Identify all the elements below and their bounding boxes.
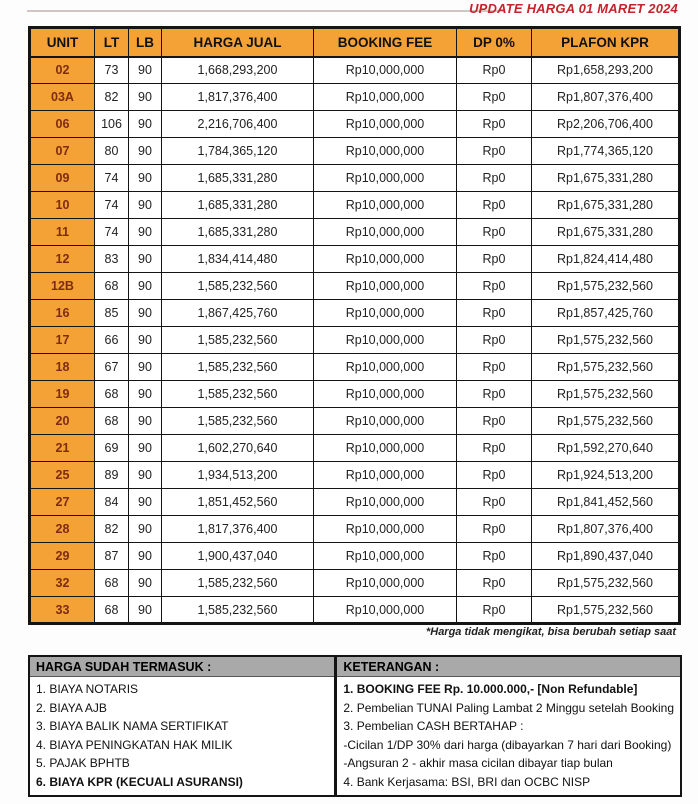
table-row bbox=[30, 57, 680, 84]
value-cell: 85 bbox=[95, 300, 129, 327]
value-cell: Rp1,841,452,560 bbox=[532, 489, 680, 516]
value-cell: 1,685,331,280 bbox=[162, 192, 314, 219]
unit-cell: 28 bbox=[30, 516, 95, 543]
unit-cell: 12B bbox=[30, 273, 95, 300]
value-cell: 1,668,293,200 bbox=[162, 57, 314, 84]
value-cell: 1,585,232,560 bbox=[162, 327, 314, 354]
value-cell: 67 bbox=[95, 354, 129, 381]
value-cell: Rp0 bbox=[457, 219, 532, 246]
value-cell: 90 bbox=[129, 597, 162, 624]
value-cell: 83 bbox=[95, 246, 129, 273]
list-item: 1. BOOKING FEE Rp. 10.000.000,- [Non Refundable] bbox=[343, 682, 638, 696]
value-cell: 1,685,331,280 bbox=[162, 219, 314, 246]
value-cell: Rp10,000,000 bbox=[314, 435, 457, 462]
unit-cell: 09 bbox=[30, 165, 95, 192]
value-cell: 106 bbox=[95, 111, 129, 138]
unit-cell: 17 bbox=[30, 327, 95, 354]
value-cell: 1,817,376,400 bbox=[162, 516, 314, 543]
value-cell: Rp0 bbox=[457, 300, 532, 327]
column-header: LB bbox=[129, 28, 162, 57]
value-cell: Rp1,890,437,040 bbox=[532, 543, 680, 570]
list-item: -Cicilan 1/DP 30% dari harga (dibayarkan 7 hari dari Booking) bbox=[343, 737, 672, 752]
list-item: 6. BIAYA KPR (KECUALI ASURANSI) bbox=[36, 774, 243, 789]
value-cell: 90 bbox=[129, 489, 162, 516]
value-cell: Rp0 bbox=[457, 273, 532, 300]
value-cell: Rp1,924,513,200 bbox=[532, 462, 680, 489]
table-row bbox=[30, 219, 680, 246]
value-cell: 1,585,232,560 bbox=[162, 597, 314, 624]
terms-title: KETERANGAN : bbox=[337, 657, 680, 677]
info-boxes bbox=[28, 655, 682, 797]
value-cell: Rp10,000,000 bbox=[314, 138, 457, 165]
value-cell: Rp0 bbox=[457, 246, 532, 273]
value-cell: Rp10,000,000 bbox=[314, 381, 457, 408]
value-cell: Rp0 bbox=[457, 408, 532, 435]
value-cell: 90 bbox=[129, 300, 162, 327]
value-cell: 74 bbox=[95, 165, 129, 192]
unit-cell: 32 bbox=[30, 570, 95, 597]
value-cell: Rp10,000,000 bbox=[314, 84, 457, 111]
column-header: UNIT bbox=[30, 28, 95, 57]
value-cell: 90 bbox=[129, 354, 162, 381]
unit-cell: 03A bbox=[30, 84, 95, 111]
value-cell: Rp1,575,232,560 bbox=[532, 273, 680, 300]
unit-cell: 06 bbox=[30, 111, 95, 138]
value-cell: 90 bbox=[129, 165, 162, 192]
value-cell: Rp1,807,376,400 bbox=[532, 84, 680, 111]
value-cell: Rp1,658,293,200 bbox=[532, 57, 680, 84]
value-cell: 66 bbox=[95, 327, 129, 354]
column-header: PLAFON KPR bbox=[532, 28, 680, 57]
list-item: 3. BIAYA BALIK NAMA SERTIFIKAT bbox=[36, 719, 229, 733]
value-cell: 1,934,513,200 bbox=[162, 462, 314, 489]
column-header: BOOKING FEE bbox=[314, 28, 457, 57]
value-cell: 89 bbox=[95, 462, 129, 489]
unit-cell: 18 bbox=[30, 354, 95, 381]
value-cell: Rp1,774,365,120 bbox=[532, 138, 680, 165]
value-cell: Rp0 bbox=[457, 327, 532, 354]
list-item: -Angsuran 2 - akhir masa cicilan dibayar tiap bulan bbox=[343, 756, 613, 770]
value-cell: Rp0 bbox=[457, 354, 532, 381]
value-cell: 90 bbox=[129, 570, 162, 597]
table-row bbox=[30, 354, 680, 381]
value-cell: 90 bbox=[129, 219, 162, 246]
value-cell: 90 bbox=[129, 408, 162, 435]
list-item: 1. BIAYA NOTARIS bbox=[36, 682, 139, 696]
value-cell: 1,585,232,560 bbox=[162, 381, 314, 408]
table-row bbox=[30, 570, 680, 597]
table-row bbox=[30, 165, 680, 192]
value-cell: 68 bbox=[95, 570, 129, 597]
value-cell: Rp0 bbox=[457, 516, 532, 543]
value-cell: Rp10,000,000 bbox=[314, 246, 457, 273]
price-table-header-row bbox=[30, 28, 680, 57]
list-item: 4. Bank Kerjasama: BSI, BRI dan OCBC NISP bbox=[343, 774, 591, 789]
value-cell: 2,216,706,400 bbox=[162, 111, 314, 138]
unit-cell: 12 bbox=[30, 246, 95, 273]
value-cell: 82 bbox=[95, 516, 129, 543]
value-cell: 69 bbox=[95, 435, 129, 462]
value-cell: 74 bbox=[95, 219, 129, 246]
table-row bbox=[30, 138, 680, 165]
value-cell: 90 bbox=[129, 435, 162, 462]
value-cell: Rp0 bbox=[457, 597, 532, 624]
value-cell: 1,867,425,760 bbox=[162, 300, 314, 327]
value-cell: 82 bbox=[95, 84, 129, 111]
unit-cell: 27 bbox=[30, 489, 95, 516]
value-cell: Rp1,592,270,640 bbox=[532, 435, 680, 462]
value-cell: 1,602,270,640 bbox=[162, 435, 314, 462]
value-cell: Rp10,000,000 bbox=[314, 570, 457, 597]
column-header: HARGA JUAL bbox=[162, 28, 314, 57]
table-row bbox=[30, 273, 680, 300]
value-cell: 1,685,331,280 bbox=[162, 165, 314, 192]
value-cell: 90 bbox=[129, 246, 162, 273]
value-cell: Rp1,675,331,280 bbox=[532, 165, 680, 192]
value-cell: Rp0 bbox=[457, 138, 532, 165]
table-row bbox=[30, 462, 680, 489]
value-cell: Rp10,000,000 bbox=[314, 597, 457, 624]
unit-cell: 33 bbox=[30, 597, 95, 624]
value-cell: 73 bbox=[95, 57, 129, 84]
value-cell: Rp10,000,000 bbox=[314, 111, 457, 138]
value-cell: Rp1,575,232,560 bbox=[532, 597, 680, 624]
value-cell: 90 bbox=[129, 543, 162, 570]
value-cell: Rp10,000,000 bbox=[314, 192, 457, 219]
value-cell: 90 bbox=[129, 84, 162, 111]
value-cell: Rp0 bbox=[457, 462, 532, 489]
terms-box bbox=[335, 655, 682, 797]
included-costs-box bbox=[28, 655, 336, 797]
table-row bbox=[30, 543, 680, 570]
table-row bbox=[30, 597, 680, 624]
value-cell: Rp10,000,000 bbox=[314, 354, 457, 381]
value-cell: 1,834,414,480 bbox=[162, 246, 314, 273]
value-cell: 68 bbox=[95, 597, 129, 624]
value-cell: 90 bbox=[129, 273, 162, 300]
value-cell: 1,900,437,040 bbox=[162, 543, 314, 570]
value-cell: Rp10,000,000 bbox=[314, 219, 457, 246]
value-cell: Rp0 bbox=[457, 192, 532, 219]
value-cell: Rp1,575,232,560 bbox=[532, 381, 680, 408]
value-cell: 1,585,232,560 bbox=[162, 570, 314, 597]
unit-cell: 20 bbox=[30, 408, 95, 435]
value-cell: Rp0 bbox=[457, 543, 532, 570]
price-footnote: *Harga tidak mengikat, bisa berubah setiap saat bbox=[425, 626, 676, 638]
value-cell: Rp1,675,331,280 bbox=[532, 192, 680, 219]
value-cell: 68 bbox=[95, 381, 129, 408]
unit-cell: 29 bbox=[30, 543, 95, 570]
included-costs-title: HARGA SUDAH TERMASUK : bbox=[30, 657, 334, 677]
unit-cell: 25 bbox=[30, 462, 95, 489]
value-cell: 90 bbox=[129, 516, 162, 543]
value-cell: 74 bbox=[95, 192, 129, 219]
value-cell: 90 bbox=[129, 327, 162, 354]
value-cell: Rp10,000,000 bbox=[314, 462, 457, 489]
value-cell: Rp0 bbox=[457, 57, 532, 84]
value-cell: 1,585,232,560 bbox=[162, 408, 314, 435]
table-row bbox=[30, 408, 680, 435]
column-header: DP 0% bbox=[457, 28, 532, 57]
value-cell: 90 bbox=[129, 462, 162, 489]
value-cell: Rp10,000,000 bbox=[314, 543, 457, 570]
value-cell: 90 bbox=[129, 192, 162, 219]
value-cell: 87 bbox=[95, 543, 129, 570]
table-row bbox=[30, 327, 680, 354]
price-table-body bbox=[30, 57, 680, 624]
value-cell: Rp10,000,000 bbox=[314, 408, 457, 435]
value-cell: Rp10,000,000 bbox=[314, 489, 457, 516]
unit-cell: 10 bbox=[30, 192, 95, 219]
table-row bbox=[30, 435, 680, 462]
value-cell: Rp0 bbox=[457, 435, 532, 462]
value-cell: Rp10,000,000 bbox=[314, 57, 457, 84]
value-cell: Rp1,575,232,560 bbox=[532, 408, 680, 435]
value-cell: 68 bbox=[95, 273, 129, 300]
value-cell: Rp0 bbox=[457, 570, 532, 597]
value-cell: Rp10,000,000 bbox=[314, 165, 457, 192]
value-cell: Rp1,857,425,760 bbox=[532, 300, 680, 327]
value-cell: Rp1,807,376,400 bbox=[532, 516, 680, 543]
value-cell: 1,851,452,560 bbox=[162, 489, 314, 516]
value-cell: Rp10,000,000 bbox=[314, 273, 457, 300]
unit-cell: 02 bbox=[30, 57, 95, 84]
table-row bbox=[30, 192, 680, 219]
value-cell: Rp10,000,000 bbox=[314, 327, 457, 354]
value-cell: 90 bbox=[129, 111, 162, 138]
value-cell: 80 bbox=[95, 138, 129, 165]
value-cell: 1,585,232,560 bbox=[162, 354, 314, 381]
table-row bbox=[30, 489, 680, 516]
list-item: 3. Pembelian CASH BERTAHAP : bbox=[343, 719, 524, 733]
value-cell: Rp2,206,706,400 bbox=[532, 111, 680, 138]
value-cell: Rp0 bbox=[457, 381, 532, 408]
list-item: 5. PAJAK BPHTB bbox=[36, 756, 130, 770]
value-cell: Rp1,824,414,480 bbox=[532, 246, 680, 273]
value-cell: 1,817,376,400 bbox=[162, 84, 314, 111]
unit-cell: 07 bbox=[30, 138, 95, 165]
unit-cell: 16 bbox=[30, 300, 95, 327]
column-header: LT bbox=[95, 28, 129, 57]
value-cell: Rp1,675,331,280 bbox=[532, 219, 680, 246]
unit-cell: 11 bbox=[30, 219, 95, 246]
value-cell: Rp0 bbox=[457, 111, 532, 138]
update-notice: UPDATE HARGA 01 MARET 2024 bbox=[469, 1, 678, 16]
terms-list bbox=[337, 677, 680, 795]
value-cell: Rp1,575,232,560 bbox=[532, 570, 680, 597]
table-row bbox=[30, 516, 680, 543]
value-cell: 90 bbox=[129, 138, 162, 165]
value-cell: Rp0 bbox=[457, 165, 532, 192]
list-item: 2. Pembelian TUNAI Paling Lambat 2 Minggu setelah Booking bbox=[343, 700, 674, 715]
value-cell: 90 bbox=[129, 381, 162, 408]
value-cell: Rp0 bbox=[457, 489, 532, 516]
value-cell: Rp1,575,232,560 bbox=[532, 354, 680, 381]
value-cell: 68 bbox=[95, 408, 129, 435]
value-cell: Rp10,000,000 bbox=[314, 516, 457, 543]
table-row bbox=[30, 300, 680, 327]
list-item: 4. BIAYA PENINGKATAN HAK MILIK bbox=[36, 737, 233, 752]
table-row bbox=[30, 381, 680, 408]
included-costs-list bbox=[30, 677, 334, 795]
price-table bbox=[28, 26, 681, 625]
table-row bbox=[30, 246, 680, 273]
value-cell: Rp0 bbox=[457, 84, 532, 111]
value-cell: Rp10,000,000 bbox=[314, 300, 457, 327]
value-cell: 90 bbox=[129, 57, 162, 84]
unit-cell: 19 bbox=[30, 381, 95, 408]
value-cell: 84 bbox=[95, 489, 129, 516]
value-cell: 1,784,365,120 bbox=[162, 138, 314, 165]
value-cell: 1,585,232,560 bbox=[162, 273, 314, 300]
list-item: 2. BIAYA AJB bbox=[36, 700, 107, 715]
cropped-edge-line bbox=[27, 10, 505, 12]
table-row bbox=[30, 84, 680, 111]
table-row bbox=[30, 111, 680, 138]
value-cell: Rp1,575,232,560 bbox=[532, 327, 680, 354]
unit-cell: 21 bbox=[30, 435, 95, 462]
